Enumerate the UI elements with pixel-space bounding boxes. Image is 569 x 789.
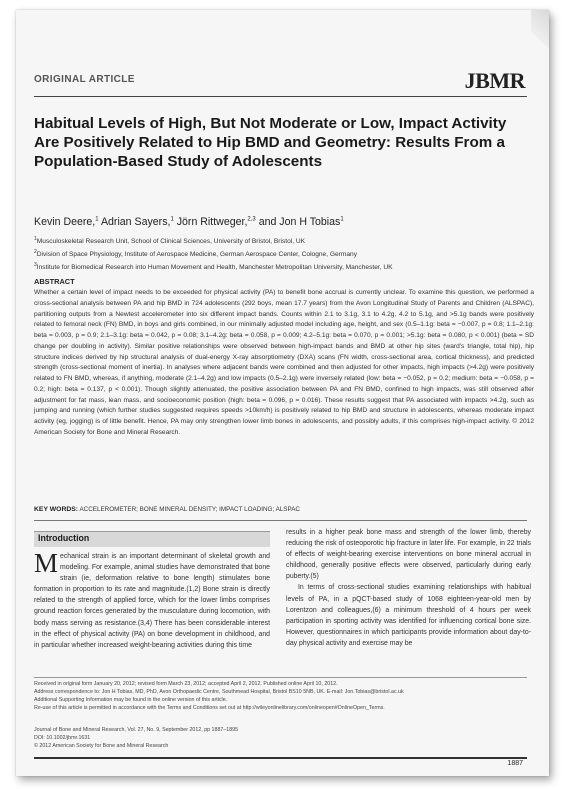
- body-paragraph: In terms of cross-sectional studies examining relationships with habitual levels of PA, in a pQCT-based study of 1068 eighteen-year-old men by Lorentzon and colleagues,(6) a minimum threshold of 4 hours per week participation in sporting activity was identified for influencing cortical bone size. However, questionnaires in which participants provide information about day-to-day physical activity and exercise may be: [286, 584, 531, 647]
- affiliation-sup: 2: [34, 249, 37, 256]
- journal-citation: [34, 726, 434, 750]
- keywords-divider: [34, 520, 527, 521]
- copyright-line: © 2012 American Society for Bone and Mineral Research: [34, 743, 169, 749]
- body-column-left: [34, 548, 270, 651]
- doi-line: DOI: 10.1002/jbmr.1631: [34, 735, 91, 741]
- affiliation-sup: 1: [34, 236, 37, 242]
- journal-logo: JBMR: [464, 68, 525, 93]
- drop-cap: M: [34, 548, 59, 578]
- section-heading-bar: [34, 531, 270, 547]
- affiliation-text: Musculoskeletal Research Unit, School of Clinical Sciences, University of Bristol, Bristol, UK: [36, 238, 306, 246]
- affiliation-text: Division of Space Physiology, Institute of Aerospace Medicine, German Aerospace Center, Cologne, Germany: [36, 251, 357, 259]
- author-list: [34, 216, 344, 228]
- header-divider: [34, 96, 527, 97]
- citation-line: Journal of Bone and Mineral Research, Vol. 27, No. 9, September 2012, pp 1887–1895: [34, 727, 239, 733]
- page-header: [34, 68, 529, 98]
- abstract-heading: ABSTRACT: [34, 277, 75, 286]
- footnote-correspondence: Address correspondence to: Jon H Tobias, MD, PhD, Avon Orthopaedic Centre, Southmead Hospital, Bristol BS10 5NB, UK. E-mail: Jon.Tobias@bristol.ac.uk: [34, 689, 404, 695]
- abstract-text: Whether a certain level of impact needs to be exceeded for physical activity (PA) to benefit bone accrual is currently unclear. To examine this question, we performed a cross-sectional analysis between PA and hip BMD in 724 adolescents (292 boys, mean 17.7 years) from the Avon Longitudinal Study of Parents and Children (ALSPAC), partitioning outputs from a Newtest accelerometer into six different impact bands. Counts within 2.1 to 3.1g, 3.1 to 4.2g, 4.2 to 5.1g, and >5.1g bands were positively related to femoral neck (FN) BMD, in boys and girls combined, in our minimally adjusted model including age, height, and sex (0.5–1.1g: beta = −0.007, p = 0.8; 1.1–2.1g: beta = 0.003, p = 0.9; 2.1–3.1g: beta = 0.042, p = 0.08; 3.1–4.2g: beta = 0.058, p = 0.009; 4.2–5.1g: beta = 0.070, p = 0.001; >5.1g: beta = 0.080, p < 0.001) (beta = SD change per doubling in activity). Similar positive relationships were observed between high-impact bands and BMD at other hip sites (ward's triangle, total hip), hip structure indices derived by hip structural analysis of dual-energy X-ray absorptiometry (DXA) scans (FN width, cross-sectional area, cortical thickness), and predicted strength (cross-sectional moment of inertia). In analyses where adjacent bands were combined and then adjusted for other impacts, high impacts (>4.2g) were positively related to FN BMD, whereas, if anything, moderate (2.1–4.2g) and low impacts (0.5–2.1g) were inversely related (low: beta = −0.052, p = 0.2; medium: beta = −0.058, p = 0.2; high: beta = 0.137, p < 0.001). Though slightly attenuated, the positive association between PA and FN BMD, confined to high impacts, was still observed after adjustment for fat mass, lean mass, and socioeconomic position (high: beta = 0.096, p = 0.016). These results suggest that PA associated with impacts >4.2g, such as jumping and running (which further studies suggested requires speeds >10km/h) is positively related to hip BMD and structure in adolescents, whereas moderate impact activity (eg, jogging) is of little benefit. Hence, PA may only strengthen lower limb bones in adolescents, and possibly adults, if this comprises high-impact activity. © 2012 American Society for Bone and Mineral Research.: [34, 289, 534, 436]
- page-number: 1887: [507, 760, 523, 767]
- author-name: Kevin Deere,: [34, 216, 96, 228]
- affiliation-text: Institute for Biomedical Research into Human Movement and Health, Manchester Metropolitan University, Manchester, UK: [36, 264, 393, 272]
- footnote-reuse: Re-use of this article is permitted in accordance with the Terms and Conditions set out at http://wileyonlinelibrary.com/onlineopen#OnlineOpen_Terms.: [34, 705, 385, 711]
- affiliation-item: [34, 260, 534, 273]
- footnote-received: Received in original form January 20, 2012; revised form March 23, 2012; accepted April 2, 2012. Published online April 10, 2012.: [34, 681, 338, 687]
- affiliation-item: [34, 247, 534, 260]
- intro-paragraph-text: echanical strain is an important determinant of skeletal growth and modeling. For example, animal studies have demonstrated that bone strain (ie, deformation relative to bone length) stimulates bone formation in proportion to its rate and magnitude.(1,2) Bone strain is directly related to the strength of applied force, which for the lower limbs comprises ground reaction forces generated by the musculature during locomotion, with body mass serving as resistance.(3,4) There has been considerable interest in the effect of physical activity (PA) on bone development in childhood, and in particular whether increased weight-bearing activities during this time: [34, 553, 270, 649]
- author-name: Jörn Rittweger,: [176, 216, 248, 228]
- body-column-right: [286, 527, 531, 649]
- article-type-label: ORIGINAL ARTICLE: [34, 74, 135, 85]
- footnote-divider: [34, 677, 527, 678]
- author-name: Adrian Sayers,: [100, 216, 171, 228]
- author-affil-sup: 1: [95, 216, 99, 223]
- author-affil-sup: 1: [170, 216, 174, 223]
- keywords-label: KEY WORDS:: [34, 506, 79, 513]
- introduction-heading: Introduction: [38, 533, 90, 543]
- affiliation-sup: 3: [34, 262, 37, 269]
- page-footer-rule: [34, 757, 527, 759]
- affiliation-list: [34, 234, 534, 274]
- intro-paragraph: [34, 548, 270, 651]
- article-title: Habitual Levels of High, But Not Moderate or Low, Impact Activity Are Positively Related to Hip BMD and Geometry: Results From a Population-Based Study of Adolescents: [34, 115, 507, 170]
- author-affil-sup: 2,3: [247, 216, 256, 223]
- journal-page: [16, 10, 549, 776]
- keywords-text: ACCELEROMETER; BONE MINERAL DENSITY; IMPACT LOADING; ALSPAC: [79, 506, 300, 513]
- author-affil-sup: 1: [340, 216, 344, 223]
- affiliation-item: [34, 234, 534, 247]
- author-name: and Jon H Tobias: [258, 216, 341, 228]
- footnotes: [34, 680, 534, 712]
- keywords-line: [34, 506, 300, 513]
- footnote-supporting: Additional Supporting Information may be found in the online version of this article.: [34, 697, 228, 703]
- body-paragraph: results in a higher peak bone mass and strength of the lower limb, thereby reducing the risk of osteoporotic hip fracture in later life. For example, in 22 trials of effects of weight-bearing exercise interventions on bone mineral accrual in childhood, generally positive effects were observed, particularly during early puberty.(5): [286, 529, 531, 581]
